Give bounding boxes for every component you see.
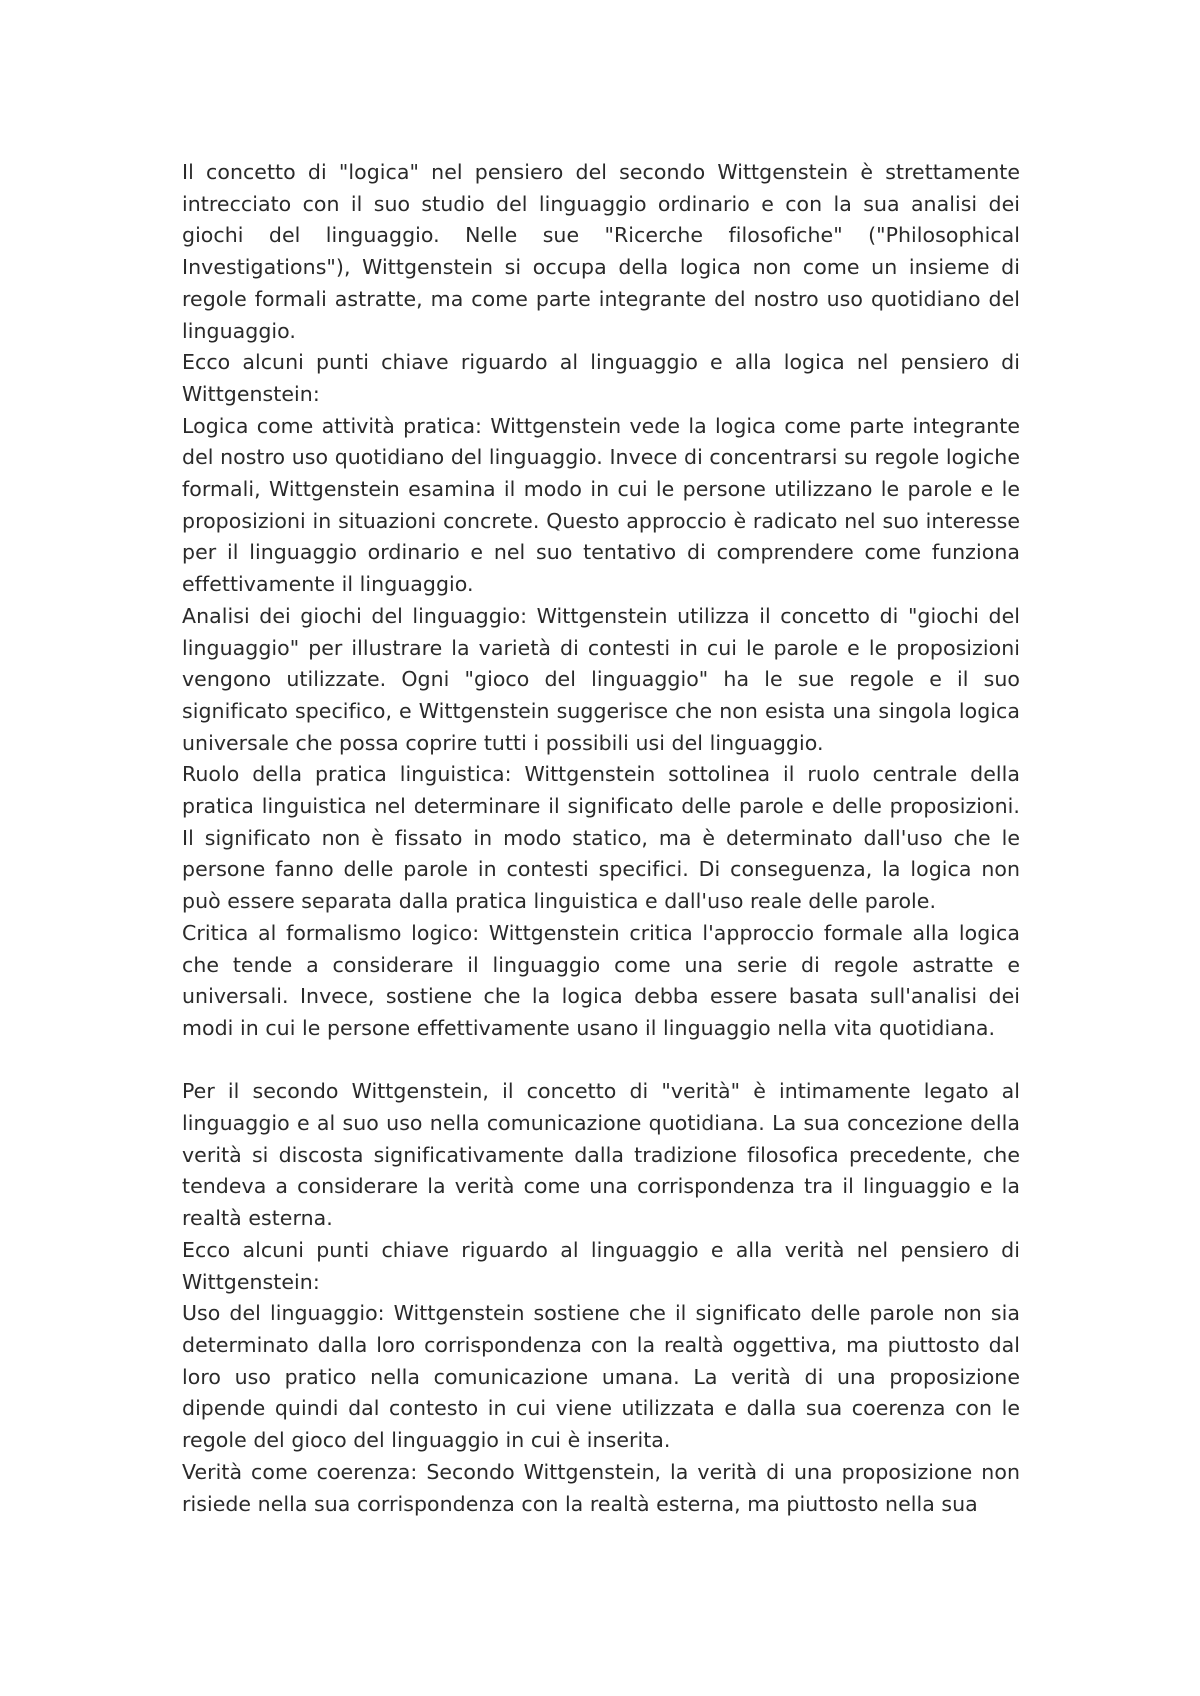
paragraph-spacer [182, 1045, 1020, 1077]
paragraph-language-use: Uso del linguaggio: Wittgenstein sostiene che il significato delle parole non sia determinato dalla loro corrispondenza con la realtà oggettiva, ma piuttosto dal loro uso pratico nella comunicazione umana. La verità di una proposizione dipende quindi dal contesto in cui viene utilizzata e dalla sua coerenza con le regole del gioco del linguaggio in cui è inserita. [182, 1301, 1020, 1453]
paragraph-intro-logic: Il concetto di "logica" nel pensiero del secondo Wittgenstein è strettamente intrecciato con il suo studio del linguaggio ordinario e con la sua analisi dei giochi del linguaggio. Nelle sue "Ricerche filosofiche" ("Philosophical Investigations"), Wittgenstein si occupa della logica non come un insieme di regole formali astratte, ma come parte integrante del nostro uso quotidiano del linguaggio. [182, 160, 1020, 343]
paragraph-key-points-logic: Ecco alcuni punti chiave riguardo al linguaggio e alla logica nel pensiero di Wittgenstein: [182, 350, 1020, 406]
paragraph-language-games: Analisi dei giochi del linguaggio: Wittgenstein utilizza il concetto di "giochi del linguaggio" per illustrare la varietà di contesti in cui le parole e le proposizioni vengono utilizzate. Ogni "gioco del linguaggio" ha le sue regole e il suo significato specifico, e Wittgenstein suggerisce che non esista una singola logica universale che possa coprire tutti i possibili usi del linguaggio. [182, 603, 1020, 755]
paragraph-intro-truth: Per il secondo Wittgenstein, il concetto di "verità" è intimamente legato al linguaggio e al suo uso nella comunicazione quotidiana. La sua concezione della verità si discosta significativamente dalla tradizione filosofica precedente, che tendeva a considerare la verità come una corrispondenza tra il linguaggio e la realtà esterna. [182, 1079, 1020, 1231]
paragraph-critique-formalism: Critica al formalismo logico: Wittgenstein critica l'approccio formale alla logica che tende a considerare il linguaggio come una serie di regole astratte e universali. Invece, sostiene che la logica debba essere basata sull'analisi dei modi in cui le persone effettivamente usano il linguaggio nella vita quotidiana. [182, 920, 1020, 1040]
paragraph-linguistic-practice: Ruolo della pratica linguistica: Wittgenstein sottolinea il ruolo centrale della pratica linguistica nel determinare il significato delle parole e delle proposizioni. Il significato non è fissato in modo statico, ma è determinato dall'uso che le persone fanno delle parole in contesti specifici. Di conseguenza, la logica non può essere separata dalla pratica linguistica e dall'uso reale delle parole. [182, 762, 1020, 914]
paragraph-logic-practical-activity: Logica come attività pratica: Wittgenstein vede la logica come parte integrante del nostro uso quotidiano del linguaggio. Invece di concentrarsi su regole logiche formali, Wittgenstein esamina il modo in cui le persone utilizzano le parole e le proposizioni in situazioni concrete. Questo approccio è radicato nel suo interesse per il linguaggio ordinario e nel suo tentativo di comprendere come funziona effettivamente il linguaggio. [182, 413, 1020, 597]
paragraph-truth-coherence: Verità come coerenza: Secondo Wittgenstein, la verità di una proposizione non risiede nella sua corrispondenza con la realtà esterna, ma piuttosto nella sua [182, 1459, 1020, 1516]
paragraph-key-points-truth: Ecco alcuni punti chiave riguardo al linguaggio e alla verità nel pensiero di Wittgenstein: [182, 1237, 1020, 1294]
document-body [182, 157, 1020, 1520]
